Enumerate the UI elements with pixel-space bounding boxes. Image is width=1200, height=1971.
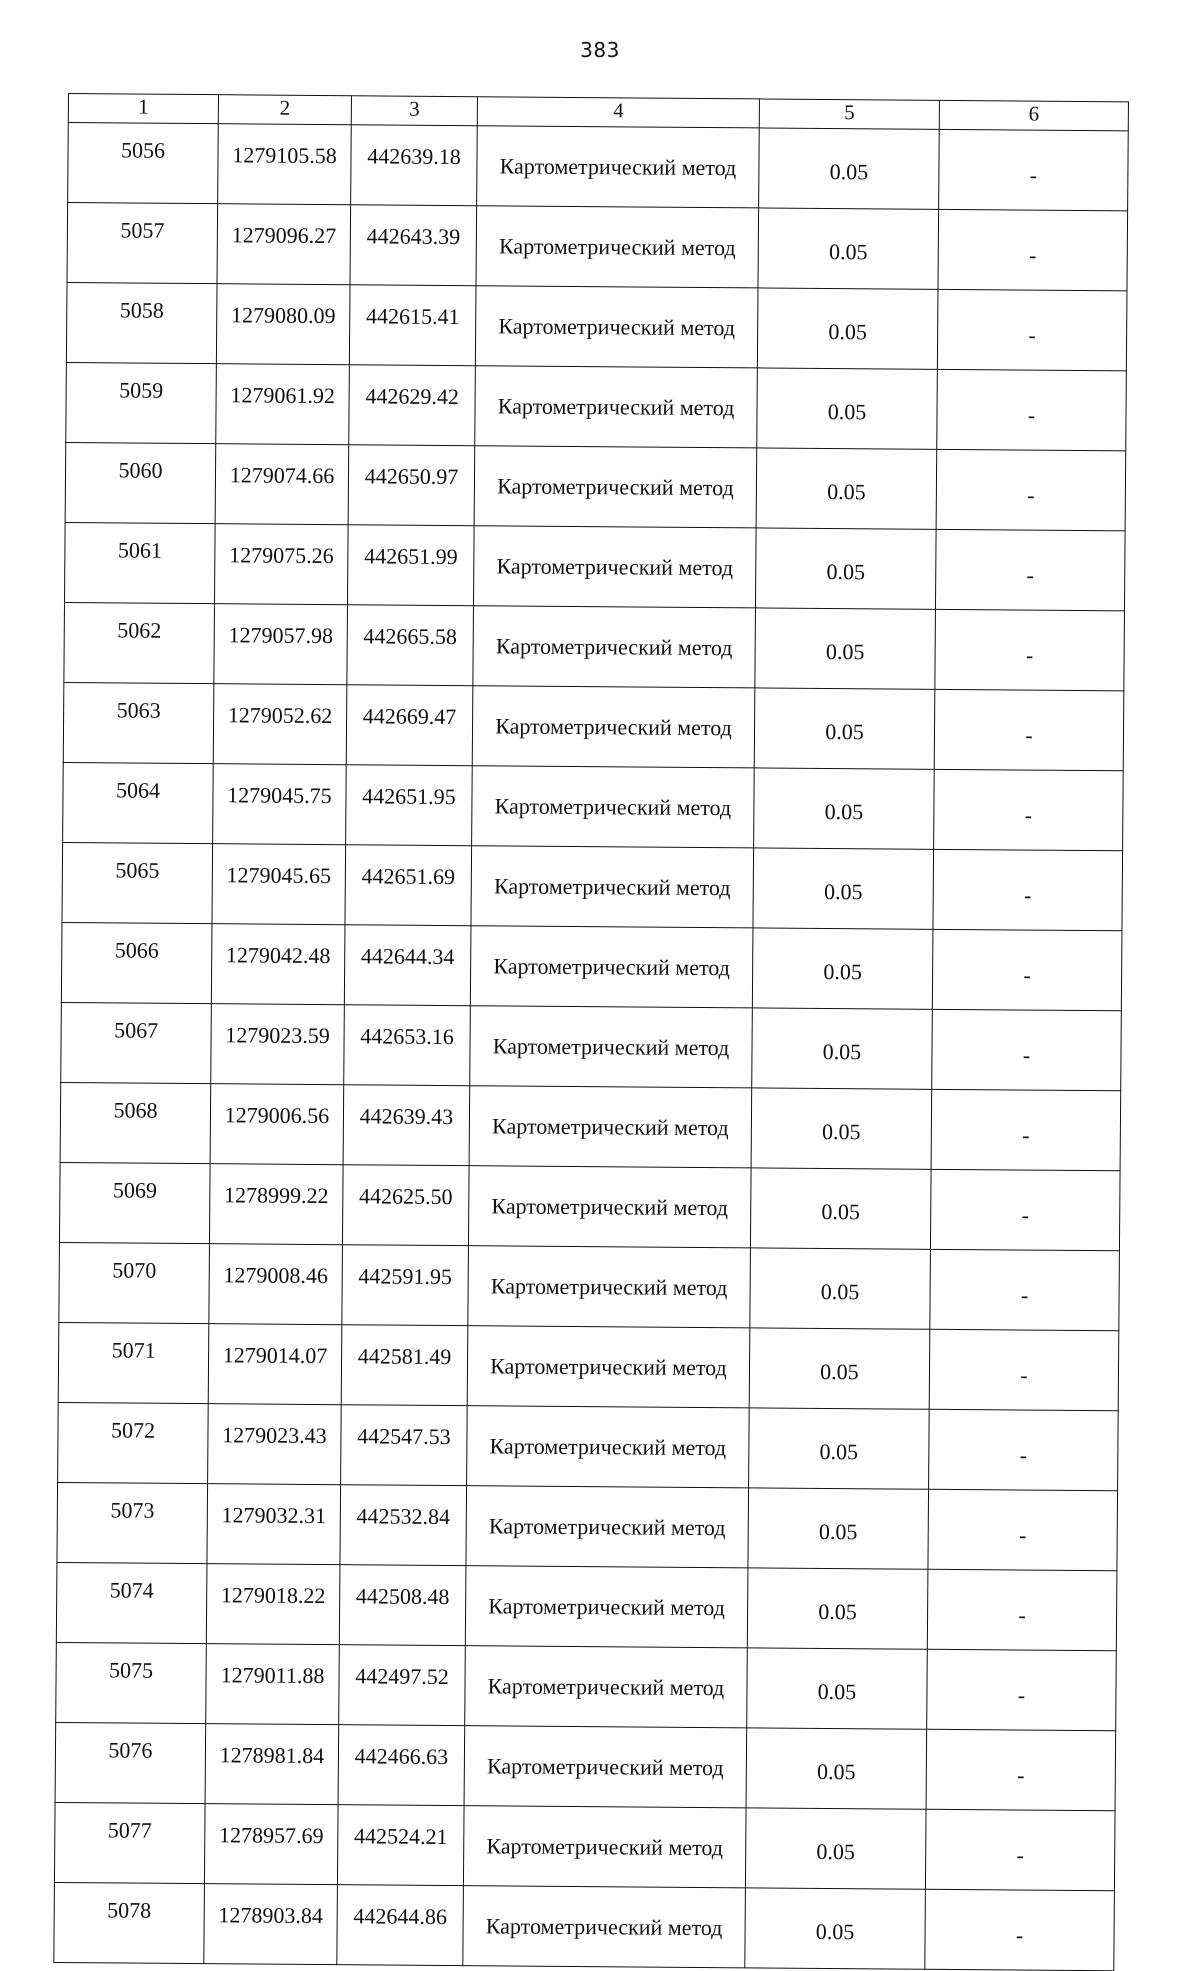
accuracy-cell: 0.05 [752,928,933,1009]
note-cell: - [929,1409,1119,1490]
point-number-cell: 5078 [54,1882,205,1963]
x-coordinate-cell: 1278957.69 [204,1804,338,1885]
accuracy-cell: 0.05 [759,128,940,209]
x-coordinate-cell: 1279096.27 [217,204,351,285]
method-cell: Картометрический метод [469,1086,752,1168]
point-number-cell: 5057 [67,203,218,284]
accuracy-cell: 0.05 [750,1168,931,1249]
y-coordinate-cell: 442625.50 [342,1165,469,1246]
note-cell: - [937,289,1127,370]
point-number-cell: 5059 [66,362,217,443]
accuracy-cell: 0.05 [749,1328,930,1409]
y-coordinate-cell: 442532.84 [340,1485,467,1566]
y-coordinate-cell: 442629.42 [349,365,476,446]
point-number-cell: 5072 [58,1402,209,1483]
column-header-3: 3 [351,96,477,126]
accuracy-cell: 0.05 [747,1568,928,1649]
accuracy-cell: 0.05 [745,1888,926,1969]
note-cell: - [928,1489,1118,1570]
y-coordinate-cell: 442665.58 [347,605,474,686]
method-cell: Картометрический метод [475,286,758,368]
table-row [59,1162,1120,1250]
y-coordinate-cell: 442466.63 [338,1725,465,1806]
table-row [61,1002,1122,1090]
y-coordinate-cell: 442669.47 [346,685,473,766]
accuracy-cell: 0.05 [758,208,939,289]
y-coordinate-cell: 442653.16 [344,1005,471,1086]
x-coordinate-cell: 1279032.31 [207,1484,341,1565]
y-coordinate-cell: 442639.18 [351,125,478,206]
y-coordinate-cell: 442651.99 [347,525,474,606]
accuracy-cell: 0.05 [747,1648,928,1729]
point-number-cell: 5062 [64,602,215,683]
accuracy-cell: 0.05 [753,848,934,929]
accuracy-cell: 0.05 [757,288,938,369]
y-coordinate-cell: 442524.21 [337,1805,464,1886]
method-cell: Картометрический метод [476,206,759,288]
table-row [62,842,1123,930]
x-coordinate-cell: 1279018.22 [206,1564,340,1645]
table-row [56,1642,1117,1730]
point-number-cell: 5060 [65,442,216,523]
column-header-5: 5 [759,99,939,129]
point-number-cell: 5063 [63,682,214,763]
method-cell: Картометрический метод [465,1566,748,1648]
note-cell: - [933,849,1123,930]
method-cell: Картометрический метод [466,1486,749,1568]
note-cell: - [936,449,1126,530]
x-coordinate-cell: 1279006.56 [210,1084,344,1165]
method-cell: Картометрический метод [465,1646,748,1728]
y-coordinate-cell: 442651.69 [345,845,472,926]
x-coordinate-cell: 1279075.26 [214,524,348,605]
y-coordinate-cell: 442650.97 [348,445,475,526]
method-cell: Картометрический метод [463,1806,746,1888]
point-number-cell: 5069 [59,1162,210,1243]
y-coordinate-cell: 442651.95 [346,765,473,846]
note-cell: - [926,1729,1116,1810]
note-cell: - [925,1809,1115,1890]
note-cell: - [925,1889,1115,1970]
note-cell: - [929,1329,1119,1410]
table-row [54,1882,1115,1970]
table-row [68,123,1129,211]
point-number-cell: 5068 [60,1082,211,1163]
note-cell: - [932,929,1122,1010]
x-coordinate-cell: 1279045.75 [213,764,347,845]
method-cell: Картометрический метод [468,1246,751,1328]
method-cell: Картометрический метод [463,1886,746,1968]
method-cell: Картометрический метод [467,1326,750,1408]
method-cell: Картометрический метод [467,1406,750,1488]
x-coordinate-cell: 1279074.66 [215,444,349,525]
document-sheet [53,93,1128,1971]
y-coordinate-cell: 442639.43 [343,1085,470,1166]
x-coordinate-cell: 1279023.43 [208,1404,342,1485]
point-number-cell: 5066 [61,922,212,1003]
table-row [63,762,1124,850]
accuracy-cell: 0.05 [757,368,938,449]
note-cell: - [930,1249,1120,1330]
note-cell: - [934,689,1124,770]
accuracy-cell: 0.05 [754,768,935,849]
point-number-cell: 5075 [56,1642,207,1723]
table-row [58,1402,1119,1490]
y-coordinate-cell: 442581.49 [341,1325,468,1406]
method-cell: Картометрический метод [470,926,753,1008]
x-coordinate-cell: 1279045.65 [212,844,346,925]
column-header-2: 2 [218,95,351,125]
note-cell: - [934,769,1124,850]
point-number-cell: 5071 [58,1322,209,1403]
method-cell: Картометрический метод [472,766,755,848]
method-cell: Картометрический метод [473,606,756,688]
method-cell: Картометрический метод [471,846,754,928]
method-cell: Картометрический метод [475,366,758,448]
method-cell: Картометрический метод [472,686,755,768]
table-row [57,1482,1118,1570]
point-number-cell: 5056 [68,123,219,204]
table-row [63,682,1124,770]
y-coordinate-cell: 442508.48 [339,1565,466,1646]
note-cell: - [938,209,1128,290]
column-header-4: 4 [477,97,759,128]
x-coordinate-cell: 1278903.84 [204,1884,338,1965]
point-number-cell: 5065 [62,842,213,923]
accuracy-cell: 0.05 [752,1008,933,1089]
note-cell: - [930,1169,1120,1250]
x-coordinate-cell: 1278999.22 [209,1164,343,1245]
column-header-1: 1 [68,94,218,124]
method-cell: Картометрический метод [474,446,757,528]
point-number-cell: 5067 [61,1002,212,1083]
note-cell: - [927,1649,1117,1730]
accuracy-cell: 0.05 [748,1488,929,1569]
point-number-cell: 5064 [63,762,214,843]
x-coordinate-cell: 1279014.07 [208,1324,342,1405]
page-number: 383 [580,38,620,62]
accuracy-cell: 0.05 [745,1808,926,1889]
note-cell: - [939,129,1129,210]
table-row [64,602,1125,690]
note-cell: - [937,369,1127,450]
table-row [60,1082,1121,1170]
point-number-cell: 5061 [64,522,215,603]
table-row [61,922,1122,1010]
x-coordinate-cell: 1279008.46 [209,1244,343,1325]
x-coordinate-cell: 1279052.62 [213,684,347,765]
x-coordinate-cell: 1278981.84 [205,1724,339,1805]
y-coordinate-cell: 442643.39 [350,205,477,286]
accuracy-cell: 0.05 [755,528,936,609]
method-cell: Картометрический метод [473,526,756,608]
x-coordinate-cell: 1279042.48 [211,924,345,1005]
table-row [59,1242,1120,1330]
point-number-cell: 5076 [55,1722,206,1803]
y-coordinate-cell: 442615.41 [349,285,476,366]
table-row [66,362,1127,450]
x-coordinate-cell: 1279023.59 [211,1004,345,1085]
x-coordinate-cell: 1279061.92 [216,364,350,445]
table-row [67,203,1128,291]
y-coordinate-cell: 442497.52 [339,1645,466,1726]
x-coordinate-cell: 1279105.58 [218,124,352,205]
x-coordinate-cell: 1279011.88 [206,1644,340,1725]
point-number-cell: 5058 [66,282,217,363]
table-body [54,123,1128,1971]
accuracy-cell: 0.05 [756,448,937,529]
table-row [64,522,1125,610]
accuracy-cell: 0.05 [754,688,935,769]
accuracy-cell: 0.05 [755,608,936,689]
table-row [55,1722,1116,1810]
table-row [54,1802,1115,1890]
note-cell: - [935,609,1125,690]
x-coordinate-cell: 1279080.09 [216,284,350,365]
accuracy-cell: 0.05 [749,1408,930,1489]
y-coordinate-cell: 442644.34 [344,925,471,1006]
y-coordinate-cell: 442591.95 [342,1245,469,1326]
point-number-cell: 5074 [56,1562,207,1643]
y-coordinate-cell: 442644.86 [337,1885,464,1966]
table-row [58,1322,1119,1410]
y-coordinate-cell: 442547.53 [341,1405,468,1486]
method-cell: Картометрический метод [464,1726,747,1808]
accuracy-cell: 0.05 [746,1728,927,1809]
note-cell: - [927,1569,1117,1650]
point-number-cell: 5077 [54,1802,205,1883]
table-row [65,442,1126,530]
note-cell: - [931,1089,1121,1170]
accuracy-cell: 0.05 [751,1088,932,1169]
method-cell: Картометрический метод [477,126,760,208]
method-cell: Картометрический метод [470,1006,753,1088]
note-cell: - [932,1009,1122,1090]
method-cell: Картометрический метод [468,1166,751,1248]
point-number-cell: 5070 [59,1242,210,1323]
column-header-6: 6 [939,100,1128,130]
table-row [56,1562,1117,1650]
coordinates-table [53,93,1129,1971]
table-row [66,282,1127,370]
x-coordinate-cell: 1279057.98 [214,604,348,685]
accuracy-cell: 0.05 [750,1248,931,1329]
point-number-cell: 5073 [57,1482,208,1563]
note-cell: - [935,529,1125,610]
